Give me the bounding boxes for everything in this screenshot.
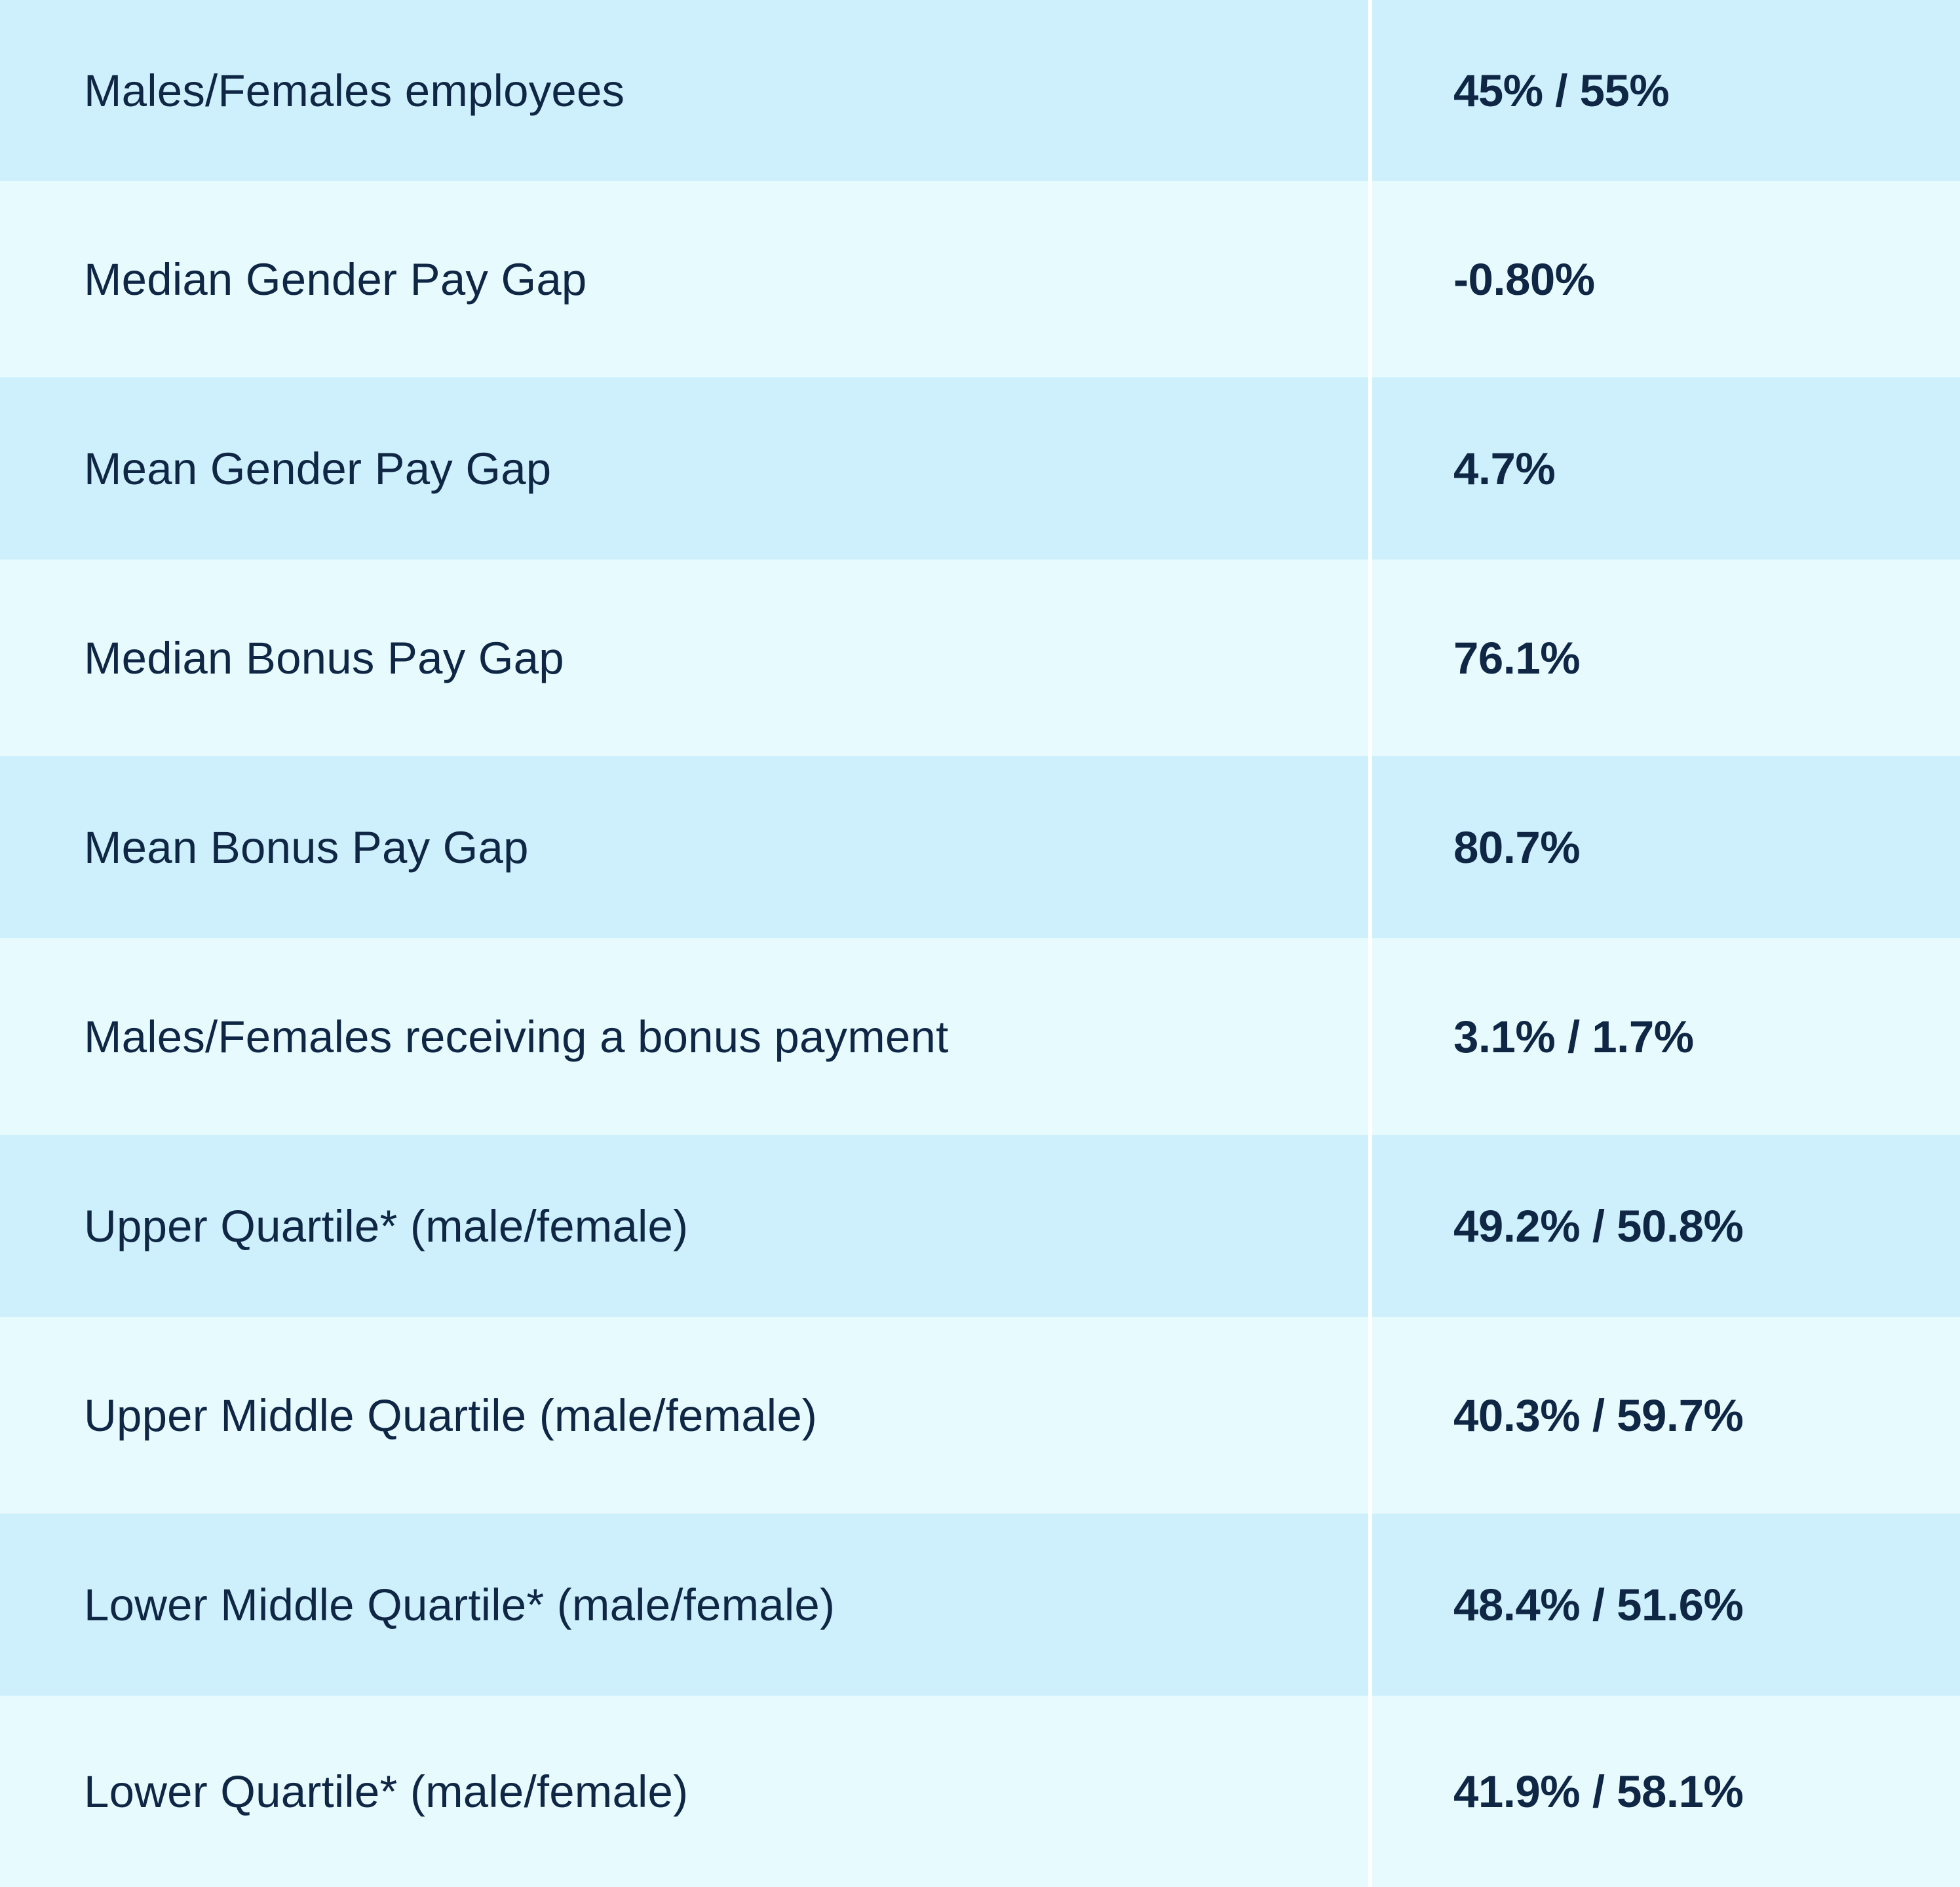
table-row	[0, 1317, 1960, 1514]
row-label: Males/Females employees	[84, 65, 625, 116]
row-value: 76.1%	[1453, 632, 1581, 683]
row-value: 40.3% / 59.7%	[1453, 1390, 1744, 1441]
row-label: Median Bonus Pay Gap	[84, 632, 564, 683]
row-value: 41.9% / 58.1%	[1453, 1766, 1744, 1817]
row-label: Mean Gender Pay Gap	[84, 443, 552, 494]
row-label: Upper Quartile* (male/female)	[84, 1200, 689, 1251]
row-value: -0.80%	[1453, 254, 1595, 305]
row-label: Males/Females receiving a bonus payment	[84, 1011, 949, 1062]
row-value: 4.7%	[1453, 443, 1556, 494]
row-value: 45% / 55%	[1453, 65, 1670, 116]
column-divider	[1368, 0, 1372, 1887]
table-row	[0, 1135, 1960, 1317]
row-value: 49.2% / 50.8%	[1453, 1200, 1744, 1251]
table-row	[0, 756, 1960, 938]
row-label: Lower Middle Quartile* (male/female)	[84, 1579, 836, 1630]
table-row	[0, 0, 1960, 181]
table-row	[0, 181, 1960, 377]
row-value: 80.7%	[1453, 822, 1581, 873]
table-row	[0, 377, 1960, 560]
row-label: Median Gender Pay Gap	[84, 254, 587, 305]
table-row	[0, 560, 1960, 756]
row-label: Mean Bonus Pay Gap	[84, 822, 529, 873]
row-label: Lower Quartile* (male/female)	[84, 1766, 689, 1817]
row-value: 48.4% / 51.6%	[1453, 1579, 1744, 1630]
table-row	[0, 1514, 1960, 1696]
table-row	[0, 938, 1960, 1135]
row-value: 3.1% / 1.7%	[1453, 1011, 1694, 1062]
table-row	[0, 1696, 1960, 1887]
row-label: Upper Middle Quartile (male/female)	[84, 1390, 818, 1441]
